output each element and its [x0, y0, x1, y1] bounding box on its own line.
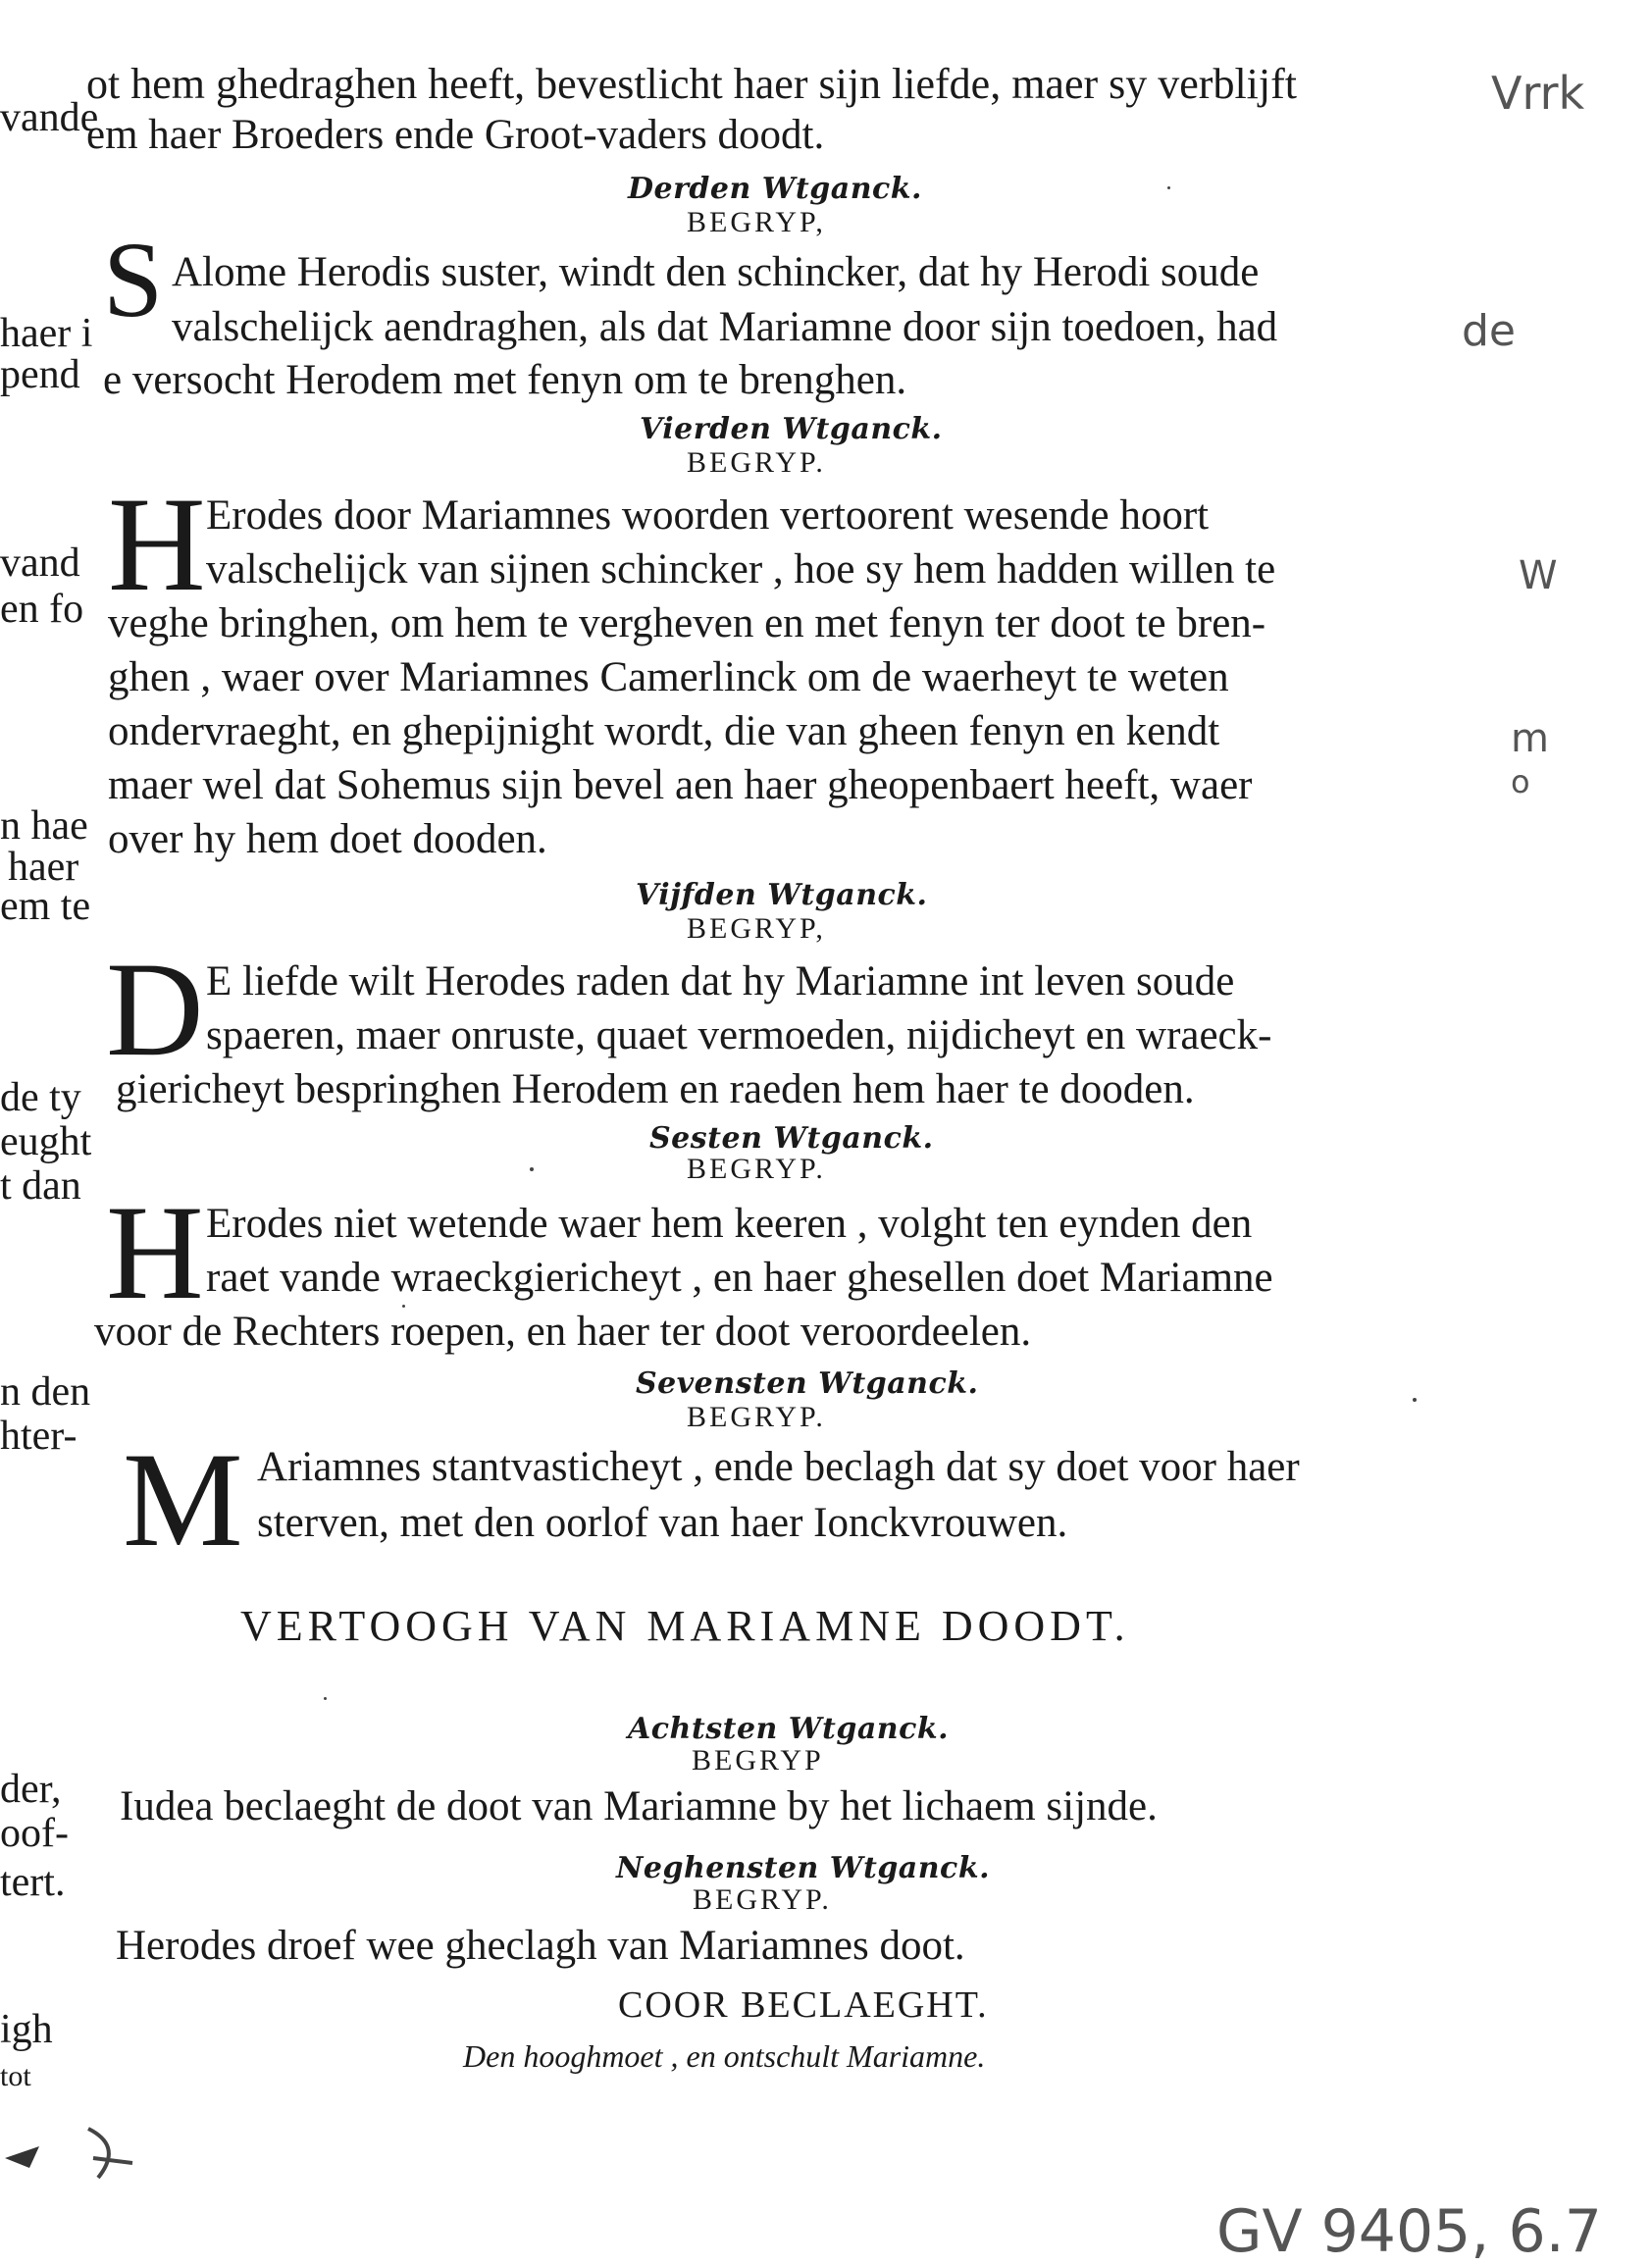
- begryp-label: BEGRYP.: [693, 1883, 832, 1916]
- margin-fragment: t dan: [0, 1163, 81, 1209]
- margin-fragment: tert.: [0, 1860, 66, 1905]
- text-line: E liefde wilt Herodes raden dat hy Mariamne int leven soude: [206, 958, 1235, 1004]
- begryp-label: BEGRYP.: [687, 446, 826, 479]
- text-line: giericheyt bespringhen Herodem en raeden hem haer te dooden.: [116, 1066, 1195, 1112]
- margin-fragment: tot: [0, 2060, 31, 2092]
- section-heading: Achtsten Wtganck.: [628, 1712, 950, 1746]
- text-line: Iudea beclaeght de doot van Mariamne by het lichaem sijnde.: [120, 1783, 1158, 1829]
- section-heading: Vierden Wtganck.: [640, 412, 943, 446]
- margin-fragment: der,: [0, 1767, 62, 1812]
- section-heading: Derden Wtganck.: [628, 172, 922, 206]
- scan-speck: [530, 1167, 534, 1171]
- chorus-heading: COOR BECLAEGHT.: [618, 1984, 989, 2026]
- margin-fragment: igh: [0, 2007, 53, 2052]
- begryp-label: BEGRYP: [692, 1744, 824, 1777]
- margin-fragment: vande: [0, 95, 99, 140]
- text-line: spaeren, maer onruste, quaet vermoeden, nijdicheyt en wraeck-: [206, 1012, 1272, 1058]
- text-line: veghe bringhen, om hem te vergheven en met fenyn ter doot te bren-: [108, 600, 1266, 646]
- scan-speck: [402, 1305, 405, 1308]
- handwritten-note: de: [1462, 306, 1516, 356]
- handwritten-note: o: [1511, 763, 1530, 800]
- scan-speck: [1167, 186, 1170, 189]
- text-line: valschelijck van sijnen schincker , hoe sy hem hadden willen te: [206, 546, 1276, 592]
- margin-fragment: n den: [0, 1369, 91, 1415]
- margin-fragment: haer i: [0, 311, 93, 356]
- intro-line: ot hem ghedraghen heeft, bevestlicht haer sijn liefde, maer sy verblijft: [86, 60, 1297, 108]
- text-line: e versocht Herodem met fenyn om te brenghen.: [103, 357, 907, 403]
- scan-speck: [1413, 1398, 1417, 1402]
- section-heading: Neghensten Wtganck.: [616, 1851, 991, 1885]
- text-line: maer wel dat Sohemus sijn bevel aen haer gheopenbaert heeft, waer: [108, 762, 1253, 808]
- margin-fragment: n hae: [0, 803, 88, 849]
- text-line: ondervraeght, en ghepijnight wordt, die van gheen fenyn en kendt: [108, 708, 1220, 754]
- margin-fragment: haer: [8, 845, 79, 890]
- drop-cap: D: [106, 934, 204, 1084]
- margin-fragment: de ty: [0, 1075, 81, 1120]
- section-heading: Sevensten Wtganck.: [636, 1366, 979, 1401]
- handwritten-note: Vrrk: [1491, 67, 1585, 120]
- margin-fragment: en fo: [0, 587, 84, 632]
- begryp-label: BEGRYP.: [687, 1401, 826, 1433]
- text-line: valschelijck aendraghen, als dat Mariamne door sijn toedoen, had: [172, 304, 1278, 350]
- text-line: Erodes niet wetende waer hem keeren , volght ten eynden den: [206, 1201, 1253, 1247]
- margin-fragment: oof-: [0, 1811, 69, 1856]
- margin-fragment: eught: [0, 1119, 92, 1164]
- section-heading: Vijfden Wtganck.: [636, 878, 928, 912]
- drop-cap: M: [123, 1424, 243, 1574]
- section-heading: Sesten Wtganck.: [649, 1121, 934, 1156]
- intro-line: em haer Broeders ende Groot-vaders doodt.: [86, 112, 825, 158]
- drop-cap: H: [106, 1177, 204, 1327]
- text-line: Herodes droef wee gheclagh van Mariamnes doot.: [116, 1923, 965, 1969]
- text-line: voor de Rechters roepen, en haer ter doot veroordeelen.: [94, 1309, 1032, 1355]
- handwritten-note: m: [1511, 716, 1549, 761]
- margin-fragment: em te: [0, 884, 91, 929]
- begryp-label: BEGRYP,: [687, 912, 826, 945]
- scan-speck: [324, 1697, 327, 1700]
- margin-fragment: vand: [0, 541, 80, 586]
- text-line: Alome Herodis suster, windt den schincker, dat hy Herodi soude: [172, 249, 1260, 295]
- text-line: Ariamnes stantvasticheyt , ende beclagh dat sy doet voor haer: [257, 1444, 1300, 1490]
- text-line: ghen , waer over Mariamnes Camerlinck om de waerheyt te weten: [108, 654, 1229, 700]
- drop-cap: H: [108, 469, 206, 619]
- margin-fragment: hter-: [0, 1414, 77, 1459]
- margin-fragment: pend: [0, 352, 80, 397]
- text-line: sterven, met den oorlof van haer Ionckvrouwen.: [257, 1500, 1068, 1546]
- handwritten-note: W: [1519, 553, 1558, 598]
- shelfmark-handwritten: GV 9405, 6.7: [1216, 2197, 1602, 2266]
- drop-cap: S: [103, 220, 164, 339]
- page-title: VERTOOGH VAN MARIAMNE DOODT.: [240, 1602, 1130, 1650]
- chorus-line: Den hooghmoet , en ontschult Mariamne.: [463, 2038, 986, 2074]
- text-line: raet vande wraeckgiericheyt , en haer ghesellen doet Mariamne: [206, 1255, 1273, 1301]
- begryp-label: BEGRYP.: [687, 1153, 826, 1185]
- begryp-label: BEGRYP,: [687, 206, 826, 238]
- text-line: Erodes door Mariamnes woorden vertoorent wesende hoort: [206, 492, 1210, 539]
- scan-smudge: [0, 2119, 177, 2207]
- text-line: over hy hem doet dooden.: [108, 816, 547, 862]
